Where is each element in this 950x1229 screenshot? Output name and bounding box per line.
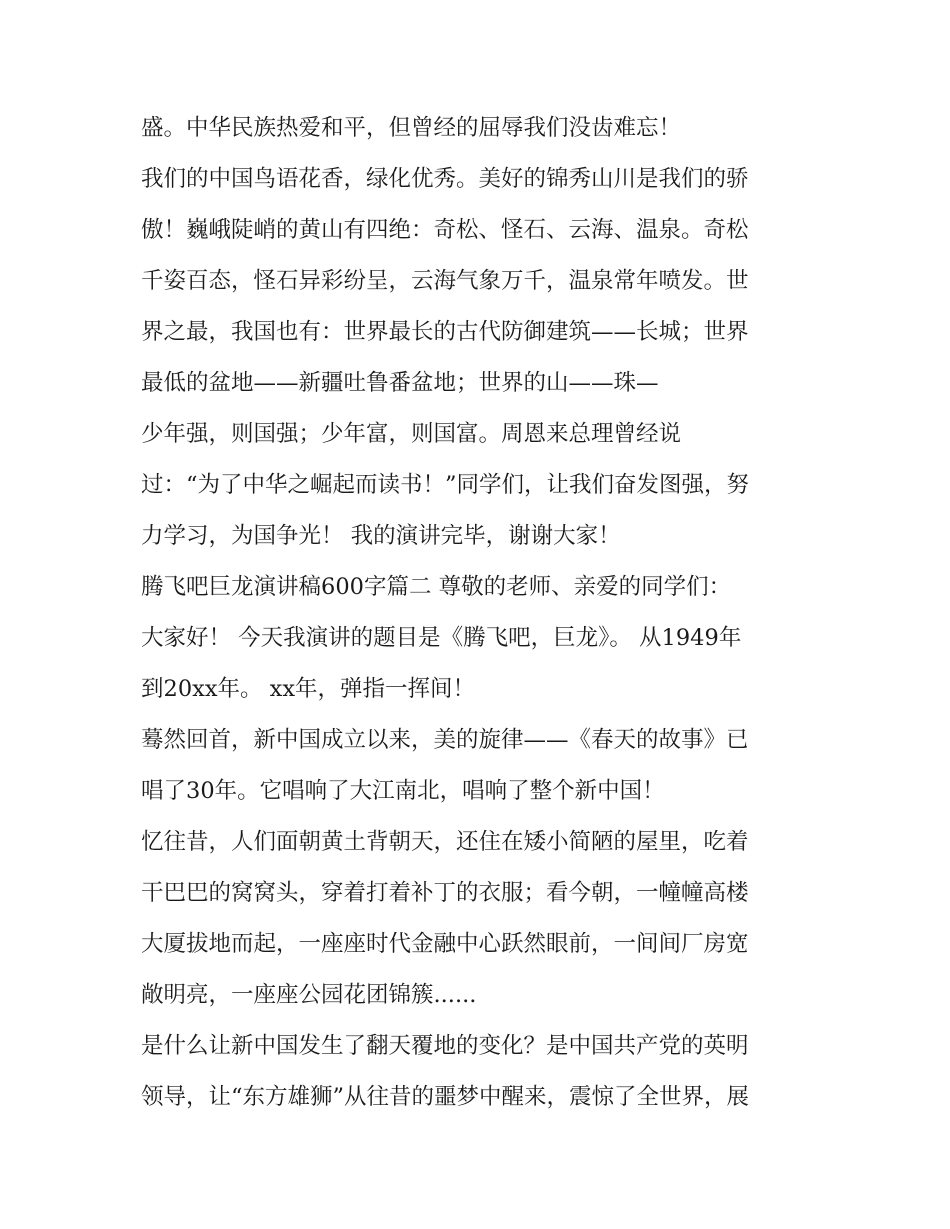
text-line: 忆往昔，人们面朝黄土背朝天，还住在矮小简陋的屋里，吃着: [141, 829, 749, 855]
text-line: 千姿百态，怪石异彩纷呈，云海气象万千，温泉常年喷发。世: [141, 268, 749, 294]
text-line: 干巴巴的窝窝头，穿着打着补丁的衣服；看今朝，一幢幢高楼: [141, 880, 749, 906]
text-line: 是什么让新中国发生了翻天覆地的变化？是中国共产党的英明: [141, 1033, 749, 1059]
text-line: 大厦拔地而起，一座座时代金融中心跃然眼前，一间间厂房宽: [141, 931, 749, 957]
section-heading-line: 腾飞吧巨龙演讲稿600字篇二 尊敬的老师、亲爱的同学们：: [141, 574, 732, 600]
text-line: 盛。中华民族热爱和平，但曾经的屈辱我们没齿难忘！: [141, 115, 682, 141]
text-line: 唱了30年。它唱响了大江南北，唱响了整个新中国！: [141, 778, 665, 804]
document-body: [141, 103, 821, 1123]
text-line: 到20xx年。 xx年，弹指一挥间！: [141, 676, 476, 702]
text-line: 力学习，为国争光！ 我的演讲完毕，谢谢大家！: [141, 523, 621, 549]
text-line: 傲！巍峨陡峭的黄山有四绝：奇松、怪石、云海、温泉。奇松: [141, 217, 749, 243]
text-line: 过：“为了中华之崛起而读书！”同学们，让我们奋发图强，努: [141, 472, 750, 498]
text-line: 敞明亮，一座座公园花团锦簇......: [141, 982, 477, 1008]
text-line: 我们的中国鸟语花香，绿化优秀。美好的锦秀山川是我们的骄: [141, 166, 749, 192]
text-line: 大家好！ 今天我演讲的题目是《腾飞吧，巨龙》。 从1949年: [141, 625, 742, 651]
text-line: 最低的盆地——新疆吐鲁番盆地；世界的山——珠—: [141, 370, 659, 396]
text-line: 界之最，我国也有：世界最长的古代防御建筑——长城；世界: [141, 319, 749, 345]
text-line: 少年强，则国强；少年富，则国富。周恩来总理曾经说: [141, 421, 682, 447]
text-line: 领导，让“东方雄狮”从往昔的噩梦中醒来，震惊了全世界，展: [141, 1084, 750, 1110]
text-line: 蓦然回首，新中国成立以来，美的旋律——《春天的故事》已: [141, 727, 749, 753]
